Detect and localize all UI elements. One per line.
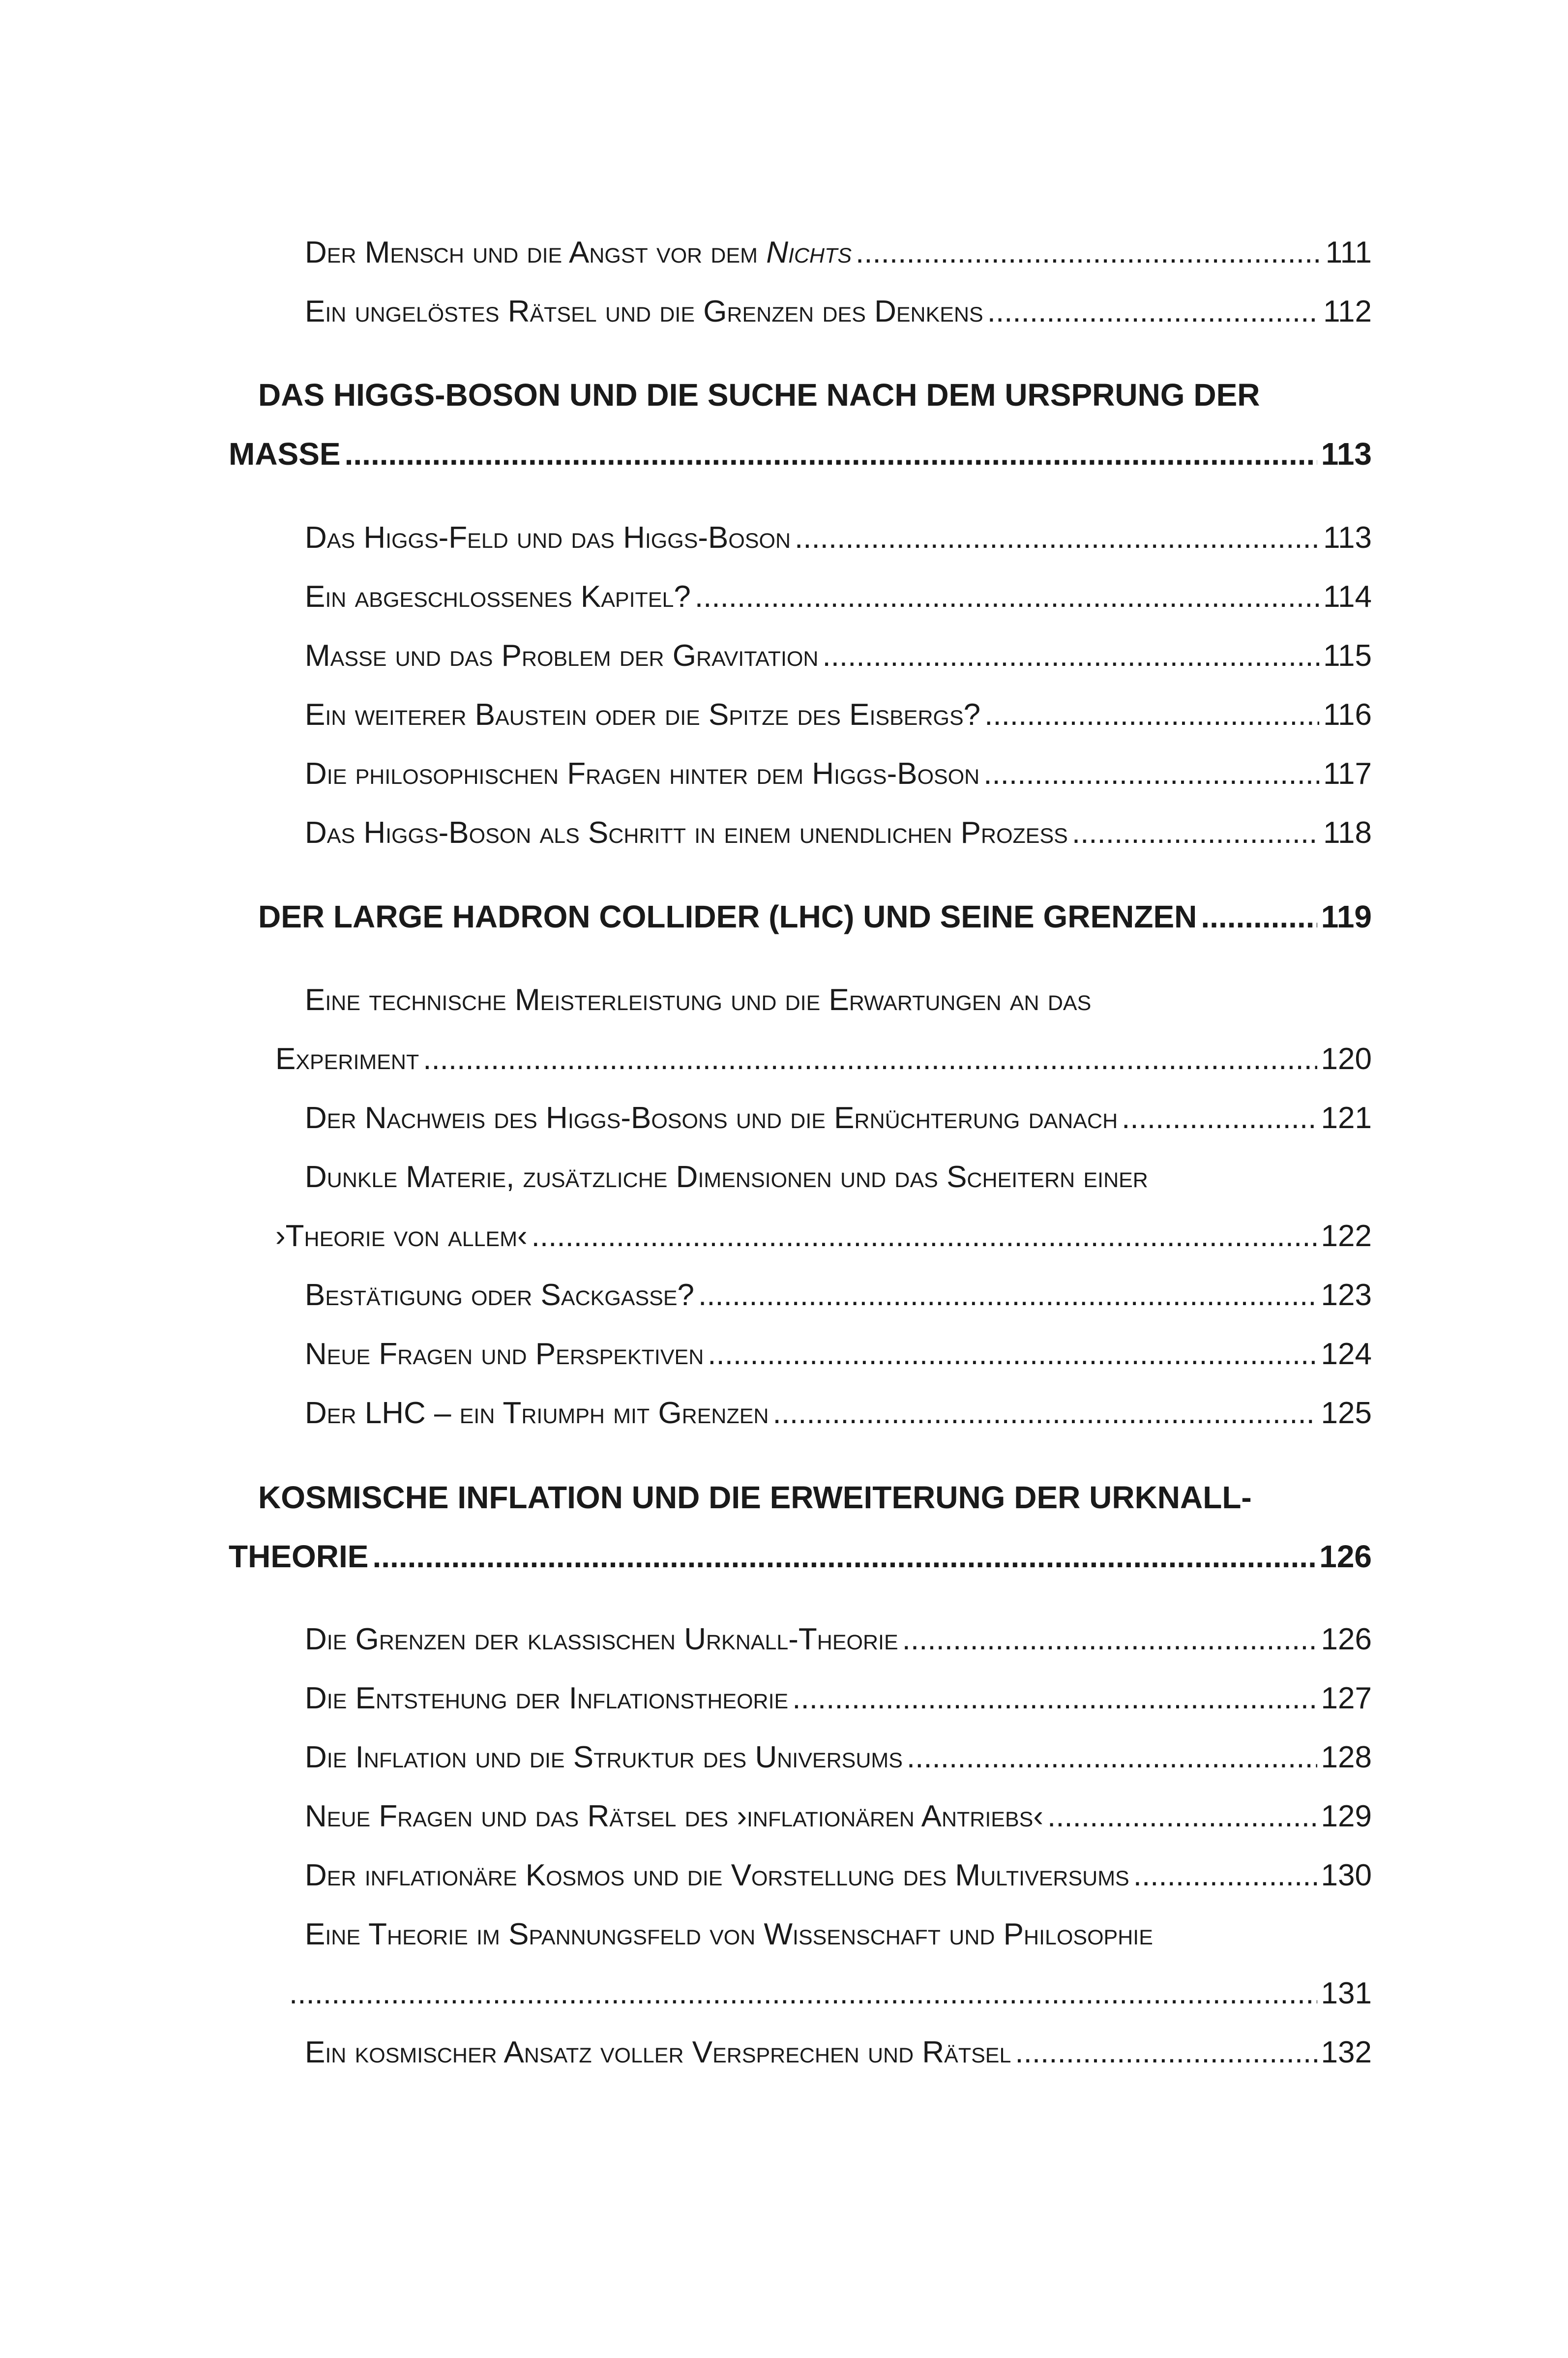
toc-chapter-title: KOSMISCHE INFLATION UND DIE ERWEITERUNG DER URKNALL-: [258, 1480, 1252, 1515]
toc-entry: [305, 1740, 1372, 1775]
toc-entry: [305, 1681, 1372, 1716]
leader-dots: [1047, 1799, 1317, 1834]
leader-dots: [698, 1278, 1317, 1313]
toc-entry: [305, 1622, 1372, 1657]
leader-dots: [345, 436, 1317, 472]
toc-entry: [305, 520, 1372, 555]
toc-entry-page: 118: [1323, 816, 1372, 850]
toc-entry: [305, 815, 1372, 850]
toc-entry-title: Dunkle Materie, zusätzliche Dimensionen und das Scheitern einer: [305, 1160, 1148, 1194]
leader-dots: [1133, 1858, 1317, 1893]
toc-entry-title: Ein kosmischer Ansatz voller Versprechen und Rätsel: [305, 2035, 1011, 2069]
toc-entry-title: Ein weiterer Baustein oder die Spitze des Eisbergs?: [305, 698, 981, 732]
toc-entry: [275, 1042, 1372, 1076]
toc-entry-title: Der inflationäre Kosmos und die Vorstellung des Multiversums: [305, 1858, 1129, 1892]
toc-entry: [305, 2035, 1372, 2070]
toc-chapter-title: DAS HIGGS-BOSON UND DIE SUCHE NACH DEM URSPRUNG DER: [258, 377, 1260, 413]
toc-entry-title: Neue Fragen und Perspektiven: [305, 1337, 704, 1371]
toc-chapter-title: MASSE: [229, 436, 341, 472]
leader-dots: [708, 1337, 1317, 1372]
toc-entry: [305, 1278, 1372, 1313]
toc-chapter: [229, 1538, 1372, 1575]
toc-entry-title: Experiment: [275, 1042, 419, 1076]
toc-entry: [305, 697, 1372, 732]
toc-chapter-title: THEORIE: [229, 1539, 369, 1574]
toc-entry-page: 113: [1323, 521, 1372, 555]
toc-entry-page: 124: [1321, 1337, 1372, 1371]
leader-dots: [372, 1538, 1315, 1575]
toc-entry: [305, 1858, 1372, 1893]
toc-entry-title: Neue Fragen und das Rätsel des ›inflationären Antriebs‹: [305, 1799, 1043, 1833]
toc-entry-title: Der Nachweis des Higgs-Bosons und die Ernüchterung danach: [305, 1101, 1118, 1135]
leader-dots: [902, 1622, 1317, 1657]
leader-dots: [983, 756, 1319, 791]
toc-entry-page: 123: [1321, 1278, 1372, 1312]
leader-dots: [987, 294, 1319, 329]
toc-entry-page: 112: [1323, 295, 1372, 328]
leader-dots: [289, 1976, 1317, 2011]
toc-entry: [275, 1219, 1372, 1254]
toc-entry-title: Die Inflation und die Struktur des Universums: [305, 1740, 903, 1774]
toc-entry: [305, 1337, 1372, 1372]
toc-entry-title: ›Theorie von allem‹: [275, 1219, 528, 1253]
toc-entry-title: Die philosophischen Fragen hinter dem Higgs-Boson: [305, 757, 980, 791]
toc-chapter-page: 126: [1319, 1539, 1372, 1574]
leader-dots: [795, 520, 1319, 555]
leader-dots: [856, 235, 1322, 270]
toc-entry-page: 114: [1323, 580, 1372, 614]
toc-chapter-title: DER LARGE HADRON COLLIDER (LHC) UND SEINE GRENZEN: [258, 899, 1197, 934]
toc-entry: [305, 579, 1372, 614]
toc-chapter-page: 113: [1321, 436, 1372, 472]
toc-entry-title-italic: Nichts: [766, 236, 852, 269]
toc-entry-title: Der Mensch und die Angst vor dem: [305, 236, 767, 269]
toc-entry-title: Eine technische Meisterleistung und die Erwartungen an das: [305, 983, 1092, 1017]
toc-entry: [305, 294, 1372, 329]
toc-entry-title: Ein abgeschlossenes Kapitel?: [305, 580, 691, 614]
toc-entry-page: 116: [1323, 698, 1372, 732]
toc-entry-page: 127: [1321, 1681, 1372, 1715]
toc-entry-page: 115: [1323, 639, 1372, 673]
toc-entry-page: 126: [1321, 1622, 1372, 1656]
toc-chapter: [258, 377, 1372, 413]
leader-dots: [695, 579, 1319, 614]
toc-entry-title: Eine Theorie im Spannungsfeld von Wissenschaft und Philosophie: [305, 1917, 1153, 1951]
leader-dots: [772, 1396, 1317, 1431]
leader-dots: [1072, 815, 1319, 850]
toc-entry-page: 130: [1321, 1858, 1372, 1892]
toc-entry: [305, 756, 1372, 791]
toc-entry-page: 111: [1325, 236, 1372, 269]
leader-dots: [792, 1681, 1317, 1716]
toc-entry: [305, 1160, 1372, 1194]
toc-entry-title: Die Entstehung der Inflationstheorie: [305, 1681, 789, 1715]
toc-entry-title: Bestätigung oder Sackgasse?: [305, 1278, 694, 1312]
toc-entry-page: 131: [1321, 1976, 1372, 2010]
toc-entry-title: Ein ungelöstes Rätsel und die Grenzen des Denkens: [305, 295, 983, 328]
leader-dots: [984, 697, 1319, 732]
leader-dots: [822, 638, 1319, 673]
toc-chapter: [258, 1479, 1372, 1516]
toc-entry: [305, 1396, 1372, 1431]
toc-entry: [305, 983, 1372, 1017]
leader-dots: [532, 1219, 1317, 1254]
toc-entry-title: Die Grenzen der klassischen Urknall-Theorie: [305, 1622, 898, 1656]
toc-chapter: [258, 898, 1372, 935]
toc-entry: [305, 235, 1372, 270]
toc-entry-page: 132: [1321, 2035, 1372, 2069]
toc-entry: [305, 638, 1372, 673]
leader-dots: [1015, 2035, 1317, 2070]
toc-entry-page: 121: [1321, 1101, 1372, 1135]
toc-entry: [305, 1799, 1372, 1834]
leader-dots: [907, 1740, 1317, 1775]
toc-entry-title: Masse und das Problem der Gravitation: [305, 639, 819, 673]
toc-entry-title: Das Higgs-Feld und das Higgs-Boson: [305, 521, 791, 555]
toc-entry-page: 122: [1321, 1219, 1372, 1253]
toc-entry-page: 117: [1323, 757, 1372, 791]
leader-dots: [423, 1042, 1317, 1076]
toc-entry-page: 128: [1321, 1740, 1372, 1774]
toc-entry: [305, 1917, 1372, 1952]
toc-entry: [305, 1101, 1372, 1135]
toc-chapter: [229, 436, 1372, 472]
toc-entry: [285, 1976, 1372, 2011]
toc-entry-page: 129: [1321, 1799, 1372, 1833]
toc-entry-page: 120: [1321, 1042, 1372, 1076]
leader-dots: [1201, 898, 1317, 935]
toc-chapter-page: 119: [1321, 899, 1372, 934]
leader-dots: [1122, 1101, 1317, 1135]
toc-entry-title: Das Higgs-Boson als Schritt in einem unendlichen Prozess: [305, 816, 1068, 850]
toc-entry-page: 125: [1321, 1396, 1372, 1430]
toc-entry-title: Der LHC – ein Triumph mit Grenzen: [305, 1396, 769, 1430]
